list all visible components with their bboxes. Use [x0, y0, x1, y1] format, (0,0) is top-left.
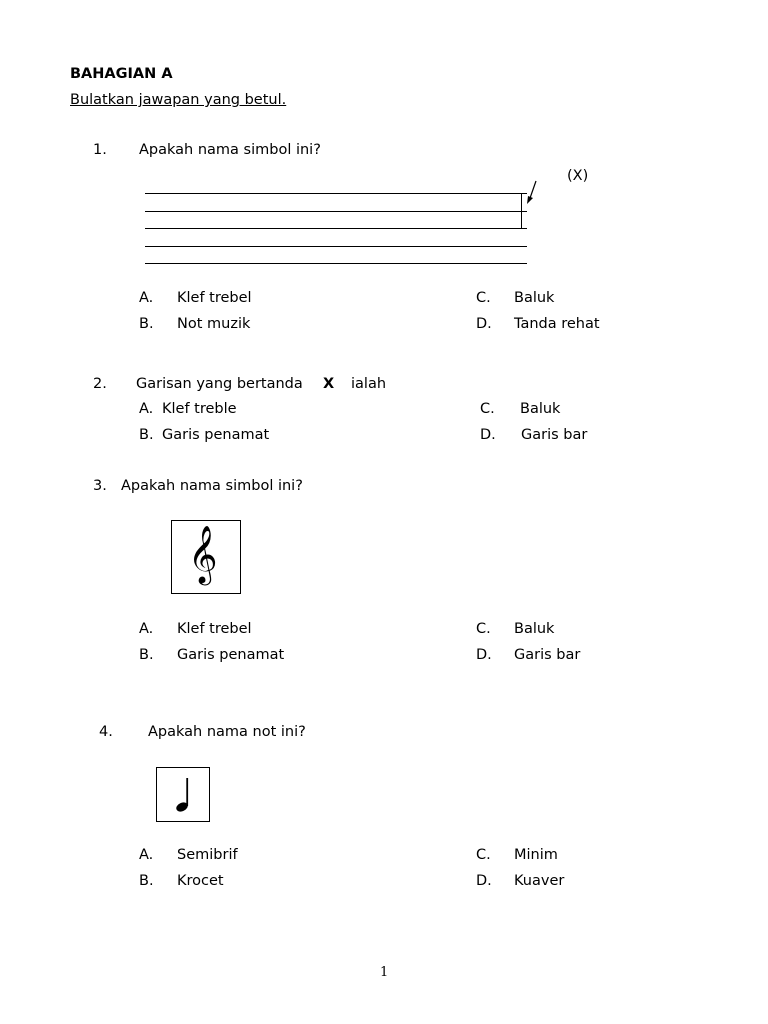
- option-text: Semibrif: [177, 847, 238, 863]
- option-letter: D.: [480, 427, 496, 443]
- option-text: Klef treble: [162, 401, 237, 417]
- option-text: Klef trebel: [177, 290, 252, 306]
- instruction-text: Bulatkan jawapan yang betul.: [70, 92, 287, 108]
- question-text: Apakah nama simbol ini?: [139, 142, 321, 158]
- section-title: BAHAGIAN A: [70, 66, 173, 82]
- option-letter: B.: [139, 647, 154, 663]
- option-text: Kuaver: [514, 873, 565, 889]
- staff-line: [145, 246, 527, 247]
- staff-line: [145, 193, 527, 194]
- option-letter: A.: [139, 621, 154, 637]
- marked-symbol: X: [323, 376, 335, 392]
- option-text: Baluk: [514, 290, 555, 306]
- option-letter: C.: [476, 847, 491, 863]
- option-text: Krocet: [177, 873, 224, 889]
- quarter-note-icon: [173, 776, 195, 814]
- option-letter: C.: [476, 290, 491, 306]
- question-text: Apakah nama not ini?: [148, 724, 306, 740]
- staff-line: [145, 228, 527, 229]
- bar-line: [521, 193, 522, 229]
- option-letter: B.: [139, 316, 154, 332]
- question-text-end: ialah: [351, 376, 387, 392]
- treble-clef-icon: 𝄞: [188, 525, 218, 583]
- question-number: 1.: [93, 142, 107, 158]
- option-text: Garis penamat: [162, 427, 270, 443]
- option-text: Garis bar: [521, 427, 588, 443]
- question-text: Apakah nama simbol ini?: [121, 478, 303, 494]
- option-letter: D.: [476, 873, 492, 889]
- option-letter: D.: [476, 647, 492, 663]
- option-text: Minim: [514, 847, 558, 863]
- question-number: 4.: [99, 724, 113, 740]
- symbol-box: [171, 520, 241, 594]
- option-text: Baluk: [514, 621, 555, 637]
- figure-label: (X): [567, 168, 589, 184]
- option-letter: A.: [139, 290, 154, 306]
- option-text: Tanda rehat: [514, 316, 600, 332]
- option-letter: C.: [480, 401, 495, 417]
- option-letter: C.: [476, 621, 491, 637]
- question-number: 3.: [93, 478, 107, 494]
- option-letter: B.: [139, 427, 154, 443]
- option-letter: A.: [139, 847, 154, 863]
- question-text: Garisan yang bertanda: [136, 376, 303, 392]
- note-box: [156, 767, 210, 822]
- arrow-icon: [524, 178, 540, 206]
- option-letter: A.: [139, 401, 154, 417]
- page-number: 1: [380, 965, 389, 980]
- option-letter: B.: [139, 873, 154, 889]
- option-text: Klef trebel: [177, 621, 252, 637]
- option-text: Garis penamat: [177, 647, 285, 663]
- option-text: Not muzik: [177, 316, 251, 332]
- option-letter: D.: [476, 316, 492, 332]
- question-number: 2.: [93, 376, 107, 392]
- option-text: Baluk: [520, 401, 561, 417]
- staff-line: [145, 211, 527, 212]
- option-text: Garis bar: [514, 647, 581, 663]
- staff-line: [145, 263, 527, 264]
